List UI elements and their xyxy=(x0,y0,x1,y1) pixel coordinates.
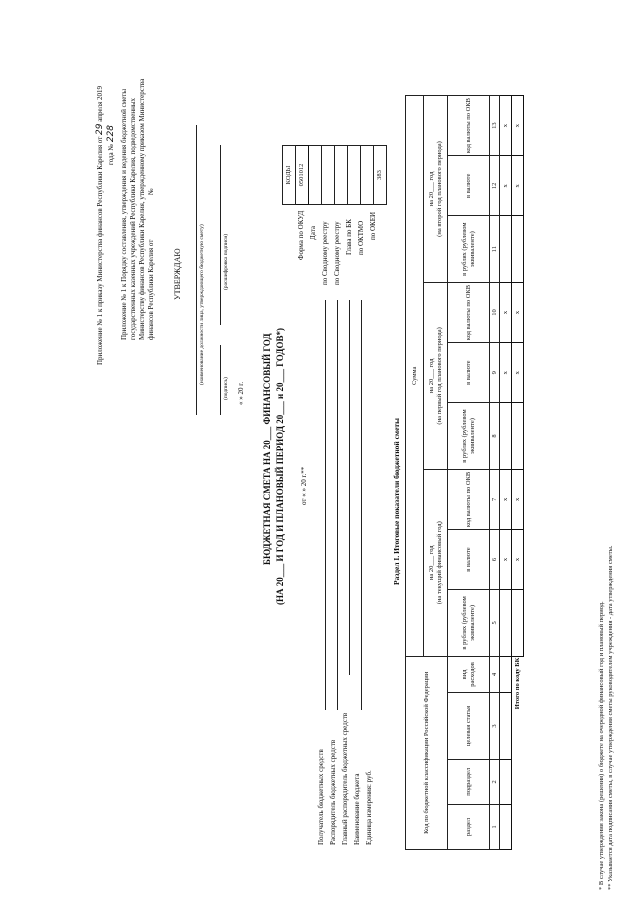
sum-col-rub: в рублях (рублевом эквиваленте) xyxy=(448,403,490,470)
codes-label-5: по ОКТМО xyxy=(357,220,365,255)
footnote-2: ** Указывается дата подписания сметы, в случае утверждения сметы руководителем учреждения - дата утверждения сметы. xyxy=(607,545,614,890)
order-line-4: финансов Республики Карелия от xyxy=(147,239,155,340)
col-num: 13 xyxy=(490,96,500,156)
document-title-line-2: (НА 20___ И ГОД И ПЛАНОВЫЙ ПЕРИОД 20___ и 20___ ГОДОВ*) xyxy=(275,328,285,605)
sum-col-okv: код валюты по ОКВ xyxy=(448,469,490,529)
col-num: 8 xyxy=(490,403,500,470)
sum-col-okv: код валюты по ОКВ xyxy=(448,96,490,156)
approve-position-caption: (наименование должности лица, утверждающего бюджетную смету) xyxy=(199,224,205,385)
codes-label-4: Глава по БК xyxy=(345,219,353,255)
codes-label-1: Дата xyxy=(309,226,317,240)
approve-decode-caption: (расшифровка подписи) xyxy=(223,233,229,290)
field-unit: Единица измерения: руб. xyxy=(365,770,373,845)
codes-value-4 xyxy=(348,146,361,205)
x-mark: x xyxy=(512,469,524,529)
codes-value-6: 383 xyxy=(374,146,387,205)
sum-col-rub: в рублях (рублевом эквиваленте) xyxy=(448,590,490,657)
x-mark: x xyxy=(512,156,524,216)
codes-value-5 xyxy=(361,146,374,205)
field-distributor-line xyxy=(337,300,338,710)
sum-col-rub: в рублях (рублевом эквиваленте) xyxy=(448,216,490,283)
col-num: 5 xyxy=(490,590,500,657)
order-line-2: государственных казенных учреждений Республики Карелия, подведомственных xyxy=(129,97,137,340)
col-num: 9 xyxy=(490,343,500,403)
x-mark: x xyxy=(512,529,524,589)
kbk-col-target: целевая статья xyxy=(448,693,490,760)
sum-col-currency: в валюте xyxy=(448,529,490,589)
summary-table xyxy=(405,95,524,850)
approve-position-line xyxy=(196,125,197,415)
x-mark: x xyxy=(500,469,512,529)
codes-label-2: по Сводному реестру xyxy=(321,221,329,285)
document-date-line: от « » 20 г.** xyxy=(300,466,308,505)
x-mark: x xyxy=(512,96,524,156)
codes-value-0: 0501012 xyxy=(296,146,309,205)
appendix-line-2: года № 228 xyxy=(106,124,116,165)
footnote-1: * В случае утверждения закона (решения) о бюджете на очередной финансовый год и плановый период. xyxy=(598,601,605,890)
sum-col-okv: код валюты по ОКВ xyxy=(448,282,490,342)
total-row xyxy=(512,96,524,850)
col-num: 11 xyxy=(490,216,500,283)
kbk-col-type: вид расходов xyxy=(448,656,490,693)
x-mark: x xyxy=(500,96,512,156)
field-main-distributor: Главный распорядитель бюджетных средств xyxy=(341,712,349,845)
sum-col-currency: в валюте xyxy=(448,343,490,403)
col-num: 10 xyxy=(490,282,500,342)
sum-col-currency: в валюте xyxy=(448,156,490,216)
codes-label-6: по ОКЕИ xyxy=(369,211,377,240)
x-mark: x xyxy=(500,156,512,216)
col-num: 7 xyxy=(490,469,500,529)
codes-value-1 xyxy=(309,146,322,205)
x-mark: x xyxy=(512,282,524,342)
year-3-header: на 20___ год (на второй год планового периода) xyxy=(424,96,448,283)
section-title: Раздел I. Итоговые показатели бюджетной сметы xyxy=(392,418,401,585)
kbk-col-section: раздел xyxy=(448,804,490,849)
x-mark: x xyxy=(500,282,512,342)
order-line-5: № xyxy=(147,188,155,195)
handwritten-number: 228 xyxy=(106,124,116,143)
field-recipient: Получатель бюджетных средств xyxy=(317,749,325,845)
codes-header: КОДЫ xyxy=(283,146,296,205)
handwritten-date: 29 xyxy=(95,123,105,135)
approve-decode-line xyxy=(220,145,221,325)
field-recipient-line xyxy=(325,300,326,710)
approve-signature-line xyxy=(220,345,221,415)
col-num: 1 xyxy=(490,804,500,849)
approve-title: УТВЕРЖДАЮ xyxy=(173,248,182,300)
col-num: 12 xyxy=(490,156,500,216)
field-distributor: Распорядитель бюджетных средств xyxy=(329,739,337,845)
codes-label-0: Форма по ОКУД xyxy=(297,210,305,260)
approve-date-line: « » 20 г. xyxy=(237,381,245,405)
col-num: 6 xyxy=(490,529,500,589)
col-num: 2 xyxy=(490,759,500,804)
codes-value-3 xyxy=(335,146,348,205)
x-mark: x xyxy=(500,529,512,589)
x-mark: x xyxy=(512,343,524,403)
field-budget-name-line xyxy=(361,300,362,710)
document-title-line-1: БЮДЖЕТНАЯ СМЕТА НА 20___ ФИНАНСОВЫЙ ГОД xyxy=(262,333,272,565)
order-line-3: Министерству финансов Республики Карелия, утвержденному приказом Министерства xyxy=(138,78,146,340)
appendix-line-1: Приложение № 1 к приказу Министерства финансов Республики Карелия от 29 апреля 2019 xyxy=(95,85,105,365)
codes-table xyxy=(282,145,387,205)
sum-header: Сумма xyxy=(406,96,424,657)
codes-label-3: по Сводному реестру xyxy=(333,221,341,285)
col-num: 3 xyxy=(490,693,500,760)
total-label: Итого по коду БК xyxy=(514,657,522,710)
year-2-header: на 20___ год (на первый год планового периода) xyxy=(424,282,448,469)
kbk-col-subsection: подраздел xyxy=(448,759,490,804)
codes-value-2 xyxy=(322,146,335,205)
year-1-header: на 20___ год (на текущий финансовый год) xyxy=(424,469,448,656)
col-num: 4 xyxy=(490,656,500,693)
field-budget-name: Наименование бюджета xyxy=(353,773,361,845)
table-row xyxy=(500,96,512,850)
approve-signature-caption: (подпись) xyxy=(223,377,229,400)
order-line-1: Приложение № 1 к Порядку составления, утверждения и ведения бюджетной сметы xyxy=(120,88,128,340)
x-mark: x xyxy=(500,343,512,403)
field-main-distributor-line xyxy=(349,300,350,675)
kbk-header: Код по бюджетной классификации Российской Федерации xyxy=(406,656,448,849)
